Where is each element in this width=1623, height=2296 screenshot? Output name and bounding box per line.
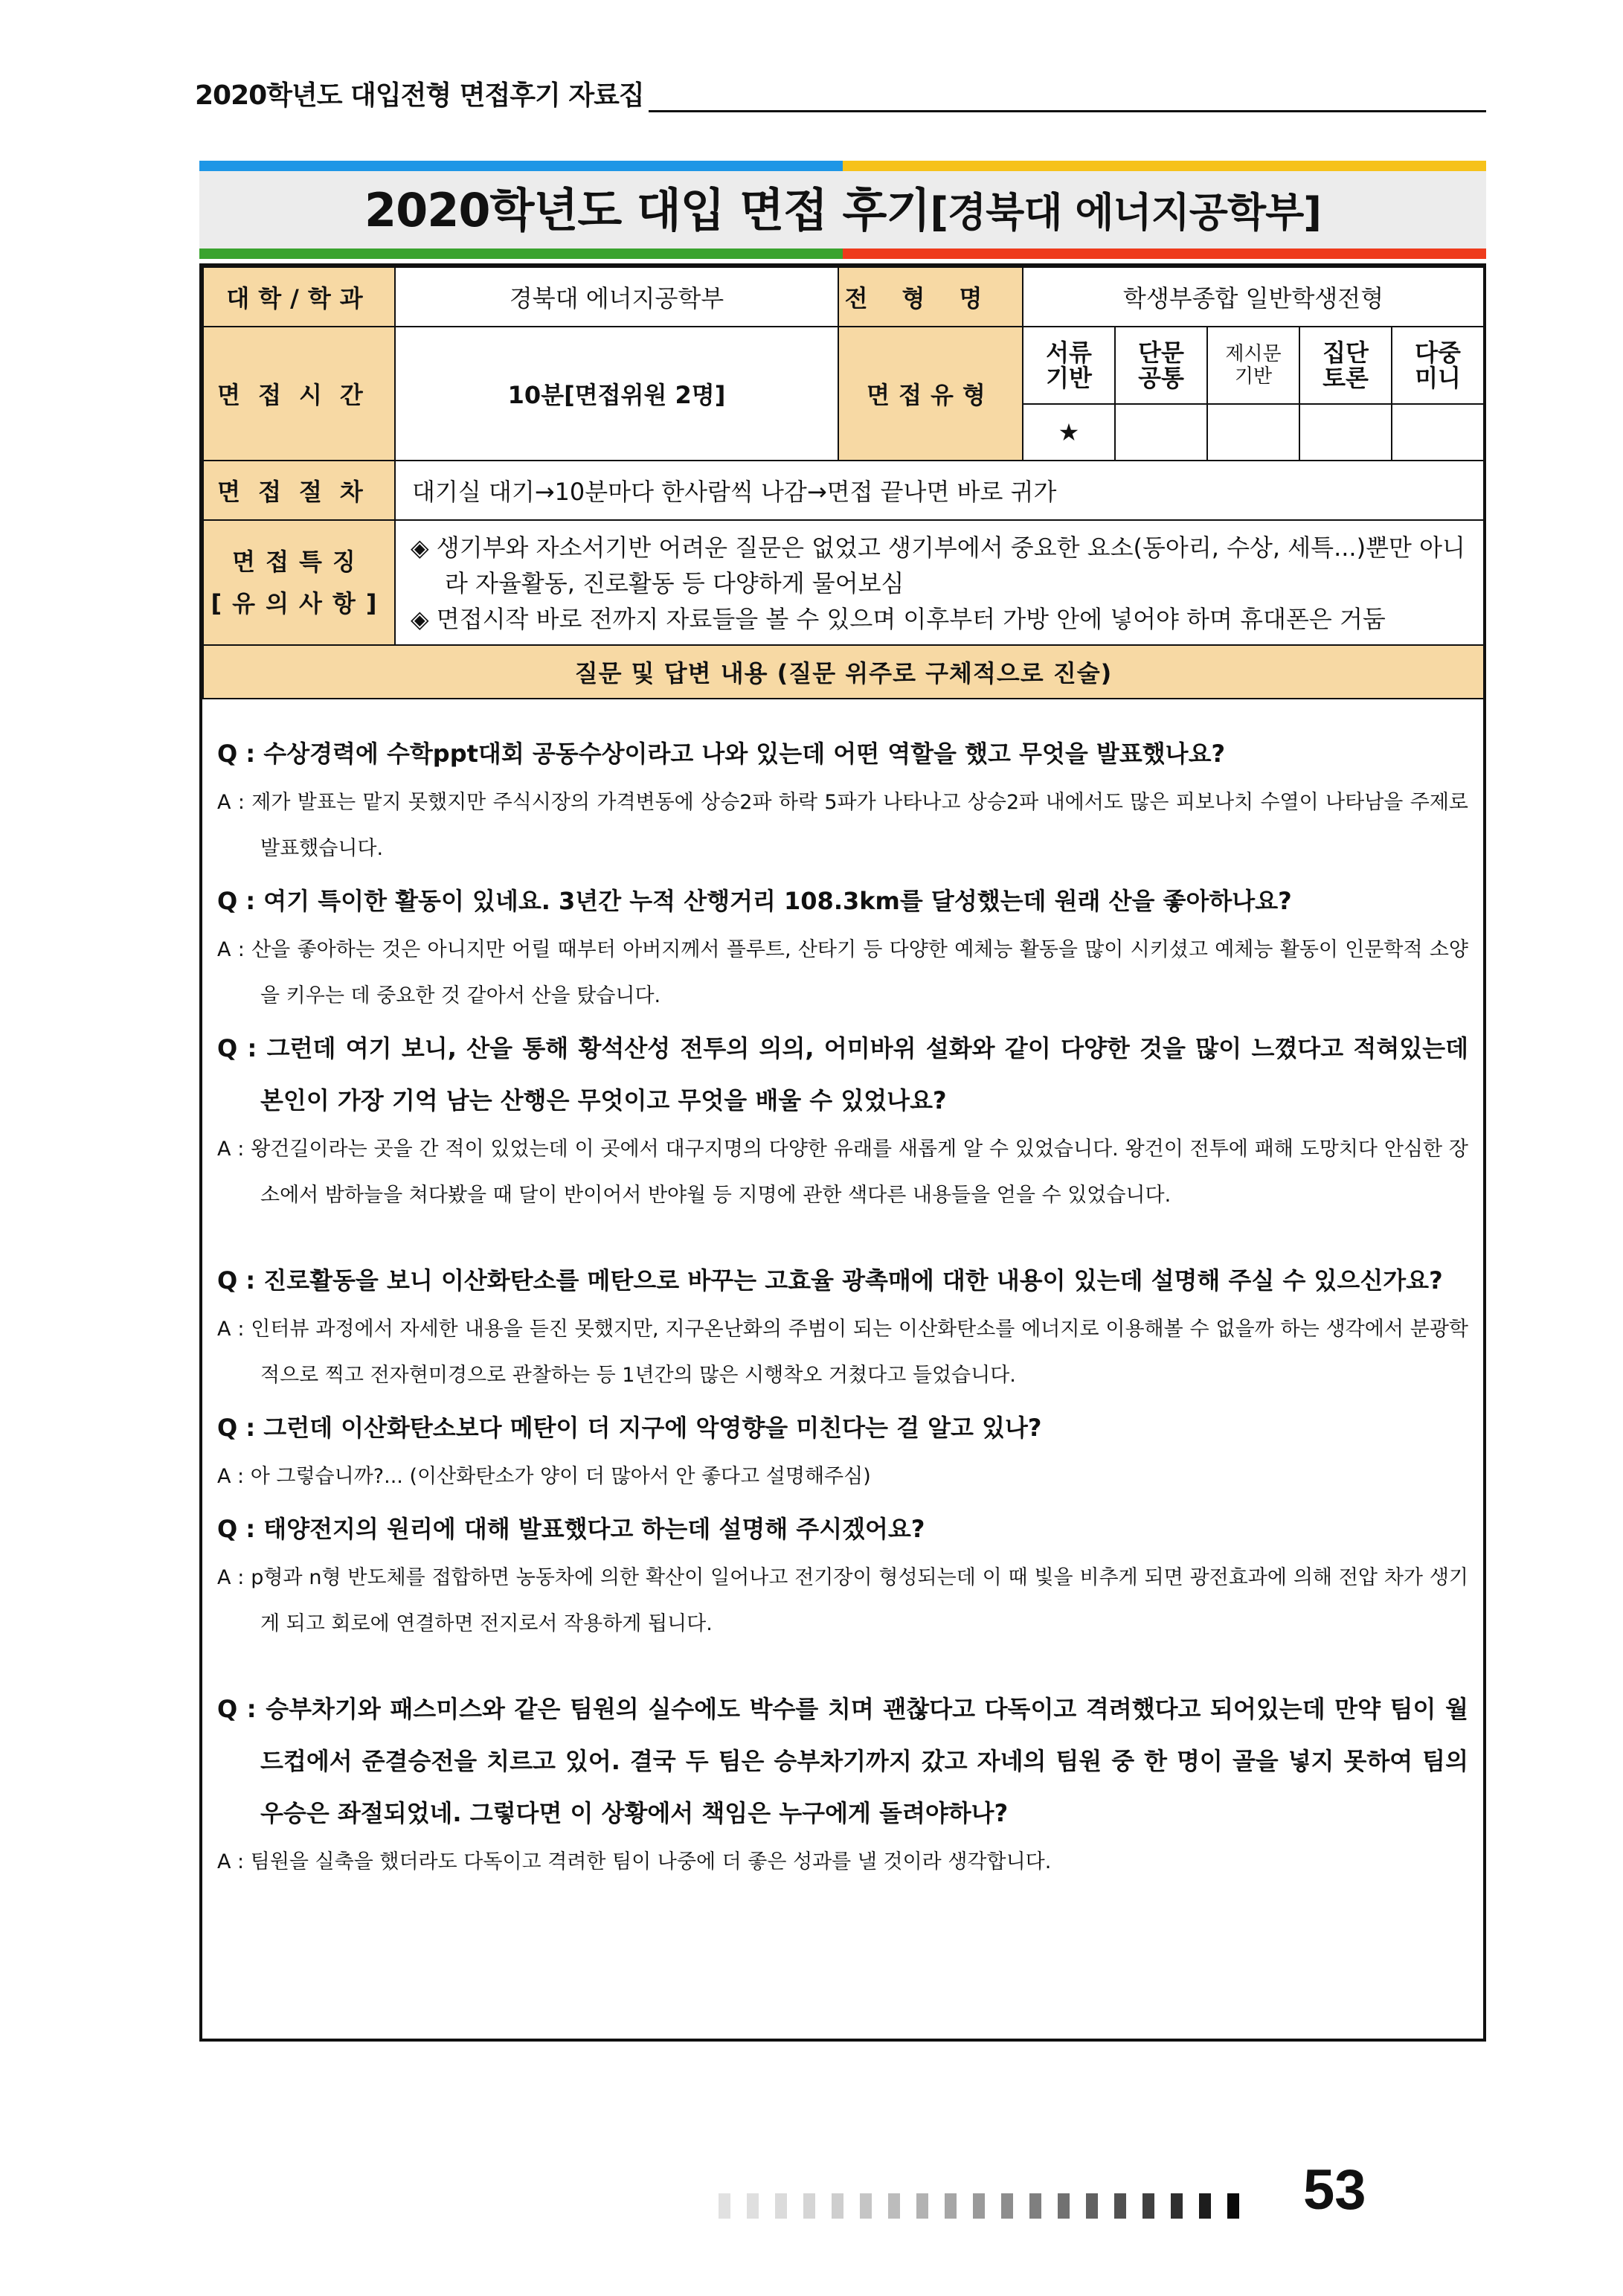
footer-block (1171, 2193, 1183, 2219)
question: Q : 태양전지의 원리에 대해 발표했다고 하는데 설명해 주시겠어요? (217, 1515, 925, 1543)
footer-block (832, 2193, 843, 2219)
kind-mark-empty (1115, 404, 1207, 461)
feature-label: 면접특징 [유의사항] (203, 520, 395, 645)
footer-block (747, 2193, 759, 2219)
procedure-value: 대기실 대기→10분마다 한사람씩 나감→면접 끝나면 바로 귀가 (395, 461, 1484, 520)
document-frame (199, 263, 1486, 2042)
answer: A : p형과 n형 반도체를 접합하면 농동차에 의한 확산이 일어나고 전기장이 형성되는데 이 때 빛을 비추게 되면 광전효과에 의해 전압 차가 생기게 되고 회로에 연결하면 전지로서 작용하게 됩니다. (217, 1566, 1468, 1635)
question: Q : 진로활동을 보니 이산화탄소를 메탄으로 바꾸는 고효율 광촉매에 대한 내용이 있는데 설명해 주실 수 있으신가요? (217, 1266, 1443, 1295)
procedure-label: 면접절차 (203, 461, 395, 520)
footer-block (1114, 2193, 1126, 2219)
question: Q : 수상경력에 수학ppt대회 공동수상이라고 나와 있는데 어떤 역할을 했고 무엇을 발표했나요? (217, 740, 1226, 768)
kind-passage-based: 제시문 기반 (1207, 327, 1299, 404)
univ-value: 경북대 에너지공학부 (395, 267, 838, 327)
footer-block (1199, 2193, 1211, 2219)
star-icon: ★ (1023, 404, 1115, 461)
running-title: 2020학년도 대입전형 면접후기 자료집 (195, 80, 644, 111)
kind-group-discussion: 집단 토론 (1299, 327, 1392, 404)
footer-block (945, 2193, 957, 2219)
admission-type-label: 전형명 (838, 267, 1023, 327)
answer: A : 산을 좋아하는 것은 아니지만 어릴 때부터 아버지께서 플루트, 산타기 등 다양한 예체능 활동을 많이 시키셨고 예체능 활동이 인문학적 소양을 키우는 데 중요한 것 같아서 산을 탔습니다. (217, 938, 1468, 1007)
feature-list (395, 520, 1484, 645)
footer-block (719, 2193, 730, 2219)
title-main: 2020학년도 대입 면접 후기 (364, 183, 931, 237)
question: Q : 여기 특이한 활동이 있네요. 3년간 누적 산행거리 108.3km를 달성했는데 원래 산을 좋아하나요? (217, 887, 1292, 915)
feature-item: ◈ 생기부와 자소서기반 어려운 질문은 없었고 생기부에서 중요한 요소(동아리, 수상, 세특...)뿐만 아니라 자율활동, 진로활동 등 다양하게 물어보심 (411, 533, 1465, 597)
kind-multiple-mini: 다중 미니 (1392, 327, 1484, 404)
footer-block (775, 2193, 787, 2219)
question: Q : 승부차기와 패스미스와 같은 팀원의 실수에도 박수를 치며 괜찮다고 다독이고 격려했다고 되어있는데 만약 팀이 월드컵에서 준결승전을 치르고 있어. 결국 두 팀은 승부차기까지 갔고 자네의 팀원 중 한 명이 골을 넣지 못하여 팀의 우승은 좌절되었네. 그렇다면 이 상황에서 책임은 누구에게 돌려야하나? (217, 1695, 1468, 1827)
title-banner (199, 161, 1486, 259)
kind-short-common: 단문 공통 (1115, 327, 1207, 404)
footer-gradient-blocks (719, 2193, 1254, 2219)
interview-time-label: 면접시간 (203, 327, 395, 461)
interview-time-value: 10분[면접위원 2명] (395, 327, 838, 461)
footer-block (888, 2193, 900, 2219)
qa-section-header: 질문 및 답변 내용 (질문 위주로 구체적으로 진술) (203, 645, 1484, 699)
running-header (195, 71, 1486, 116)
page-number: 53 (1303, 2158, 1366, 2222)
question: Q : 그런데 이산화탄소보다 메탄이 더 지구에 악영향을 미친다는 걸 알고 있나? (217, 1414, 1042, 1442)
kind-mark-empty (1299, 404, 1392, 461)
banner-bar-blue (199, 161, 843, 171)
section-gap (217, 1222, 1468, 1254)
qa-list (217, 728, 1468, 1888)
answer: A : 인터뷰 과정에서 자세한 내용을 듣진 못했지만, 지구온난화의 주범이 되는 이산화탄소를 에너지로 이용해볼 수 없을까 하는 생각에서 분광학적으로 찍고 전자현미경으로 관찰하는 등 1년간의 많은 시행착오 거쳤다고 들었습니다. (217, 1318, 1468, 1387)
footer-block (1058, 2193, 1070, 2219)
answer: A : 왕건길이라는 곳을 간 적이 있었는데 이 곳에서 대구지명의 다양한 유래를 새롭게 알 수 있었습니다. 왕건이 전투에 패해 도망치다 안심한 장소에서 밤하늘을 쳐다봤을 때 달이 반이어서 반야월 등 지명에 관한 색다른 내용들을 얻을 수 있었습니다. (217, 1138, 1468, 1207)
banner-bar-red (843, 248, 1486, 259)
title-subtitle: [경북대 에너지공학부] (930, 189, 1321, 236)
feature-item: ◈ 면접시작 바로 전까지 자료들을 볼 수 있으며 이후부터 가방 안에 넣어야 하며 휴대폰은 거둠 (411, 605, 1386, 633)
kind-document-based: 서류 기반 (1023, 327, 1115, 404)
footer-block (1001, 2193, 1013, 2219)
kind-mark-empty (1392, 404, 1484, 461)
info-table (202, 266, 1485, 699)
page-title (199, 177, 1486, 246)
admission-type-value: 학생부종합 일반학생전형 (1023, 267, 1484, 327)
kind-mark-empty (1207, 404, 1299, 461)
banner-bar-green (199, 248, 843, 259)
header-rule (649, 110, 1486, 112)
answer: A : 팀원을 실축을 했더라도 다독이고 격려한 팀이 나중에 더 좋은 성과를 낼 것이라 생각합니다. (217, 1850, 1052, 1873)
banner-bar-yellow (843, 161, 1486, 171)
footer-block (1029, 2193, 1041, 2219)
section-gap (217, 1650, 1468, 1683)
answer: A : 제가 발표는 맡지 못했지만 주식시장의 가격변동에 상승2파 하락 5파가 나타나고 상승2파 내에서도 많은 피보나치 수열이 나타남을 주제로 발표했습니다. (217, 791, 1468, 860)
footer-block (803, 2193, 815, 2219)
univ-label: 대학/학과 (203, 267, 395, 327)
footer-block (1227, 2193, 1239, 2219)
interview-kind-label: 면접유형 (838, 327, 1023, 461)
footer-block (1142, 2193, 1154, 2219)
answer: A : 아 그렇습니까?... (이산화탄소가 양이 더 많아서 안 좋다고 설명해주심) (217, 1465, 871, 1488)
question: Q : 그런데 여기 보니, 산을 통해 황석산성 전투의 의의, 어미바위 설화와 같이 다양한 것을 많이 느꼈다고 적혀있는데 본인이 가장 기억 남는 산행은 무엇이고 무엇을 배울 수 있었나요? (217, 1034, 1468, 1115)
footer-block (916, 2193, 928, 2219)
footer-block (973, 2193, 985, 2219)
footer-block (1086, 2193, 1098, 2219)
footer-block (860, 2193, 872, 2219)
